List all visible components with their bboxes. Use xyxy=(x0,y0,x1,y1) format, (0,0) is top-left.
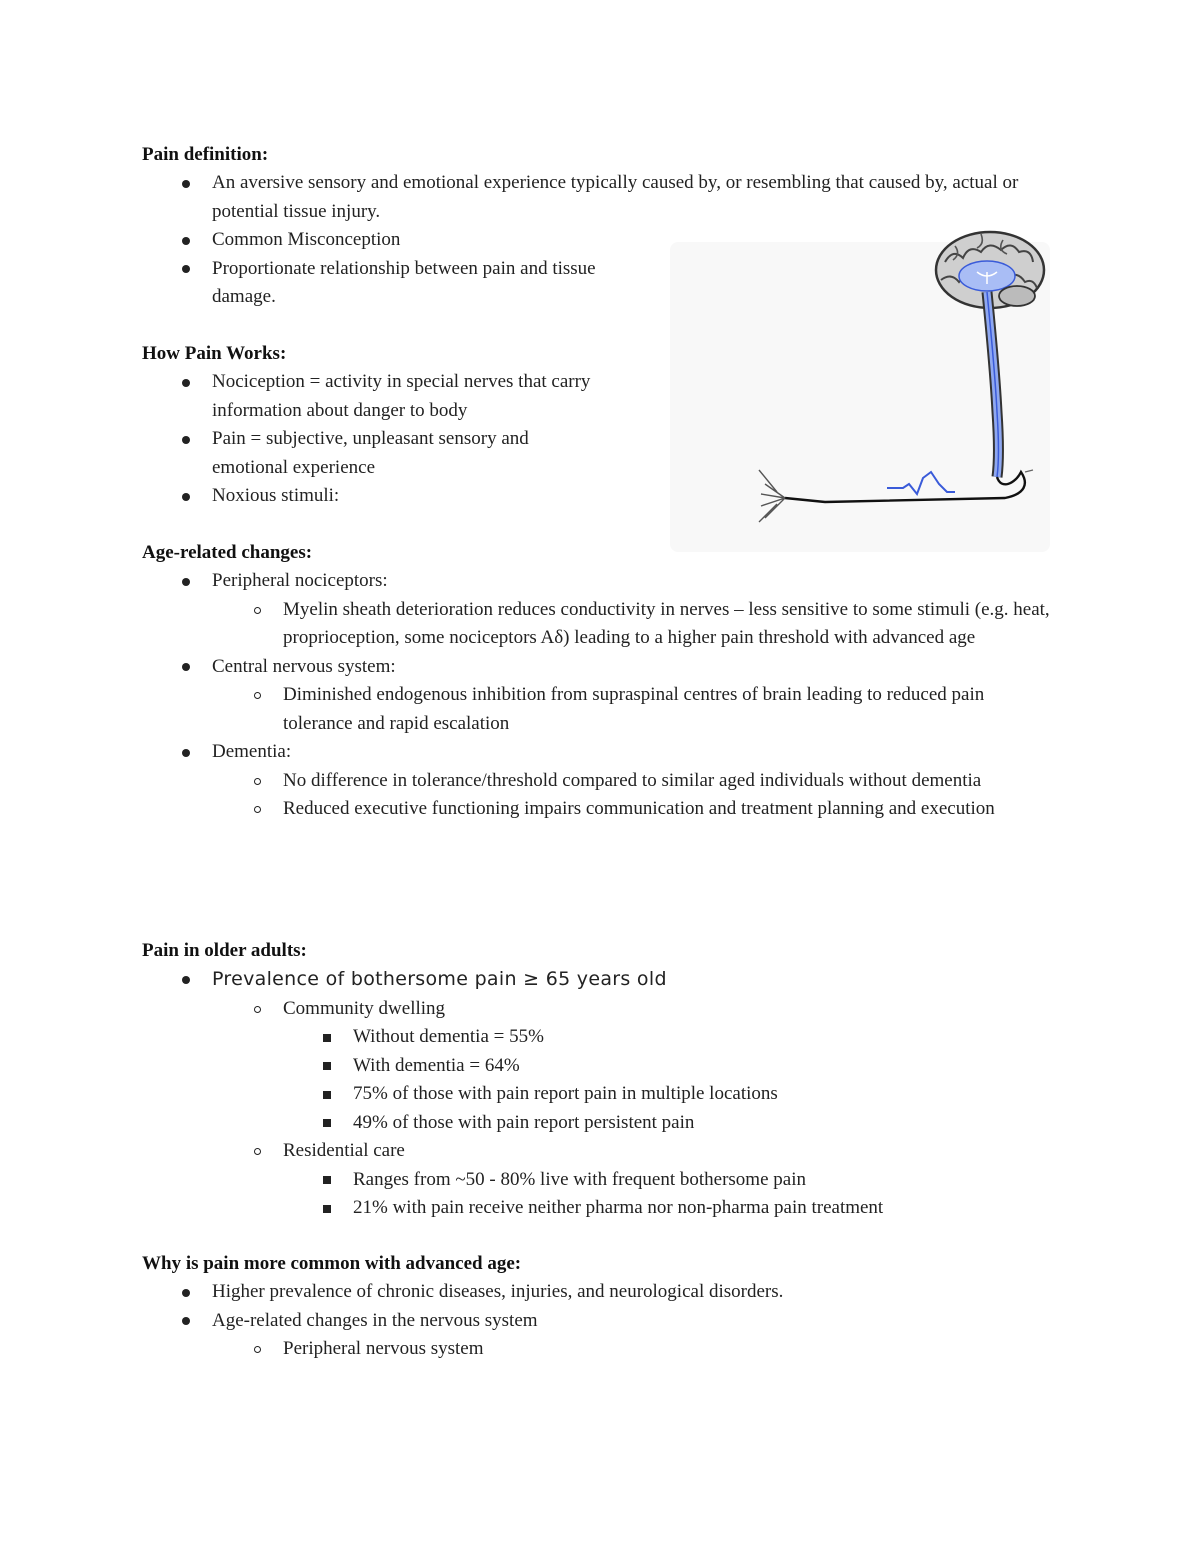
square-bullet-icon xyxy=(317,1109,337,1138)
heading-how-pain-works: How Pain Works: xyxy=(142,343,287,364)
list-item: Ranges from ~50 - 80% live with frequent bothersome pain xyxy=(353,1166,1072,1195)
list-item: 21% with pain receive neither pharma nor non-pharma pain treatment xyxy=(353,1194,1072,1223)
list-item: Proportionate relationship between pain and tissue damage. xyxy=(212,255,612,312)
square-bullet-icon xyxy=(317,1194,337,1223)
section-why-pain-common xyxy=(142,1250,1072,1364)
list-item: Common Misconception xyxy=(212,226,1072,255)
square-bullet-icon xyxy=(317,1166,337,1195)
list-item: Age-related changes in the nervous system xyxy=(212,1307,1072,1336)
bullet-icon xyxy=(176,1278,196,1307)
list-item: Community dwelling xyxy=(283,995,1072,1024)
heading-pain-definition: Pain definition: xyxy=(142,144,269,165)
list-item: An aversive sensory and emotional experience typically caused by, or resembling that caused by, actual or potential tissue injury. xyxy=(212,169,1062,226)
list-item: No difference in tolerance/threshold compared to similar aged individuals without dementia xyxy=(283,767,1023,796)
circle-bullet-icon xyxy=(247,596,267,625)
bullet-icon xyxy=(176,169,196,198)
list-item: Peripheral nervous system xyxy=(283,1335,1072,1364)
bullet-icon xyxy=(176,255,196,284)
heading-age-related-changes: Age-related changes: xyxy=(142,542,313,563)
brain-spinal-cord-illustration xyxy=(665,222,1060,562)
list-item: Peripheral nociceptors: xyxy=(212,567,1072,596)
bullet-icon xyxy=(176,425,196,454)
list-item: Reduced executive functioning impairs communication and treatment planning and execution xyxy=(283,795,1023,824)
circle-bullet-icon xyxy=(247,767,267,796)
circle-bullet-icon xyxy=(247,795,267,824)
list-item: Central nervous system: xyxy=(212,653,1072,682)
bullet-icon xyxy=(176,653,196,682)
bullet-icon xyxy=(176,738,196,767)
bullet-icon xyxy=(176,965,196,994)
list-item: Diminished endogenous inhibition from supraspinal centres of brain leading to reduced pain tolerance and rapid escalation xyxy=(283,681,1053,738)
bullet-icon xyxy=(176,1307,196,1336)
circle-bullet-icon xyxy=(247,1137,267,1166)
heading-pain-older-adults: Pain in older adults: xyxy=(142,940,307,961)
bullet-icon xyxy=(176,368,196,397)
list-item: With dementia = 64% xyxy=(353,1052,1072,1081)
section-age-related-changes xyxy=(142,539,1072,824)
bullet-icon xyxy=(176,482,196,511)
circle-bullet-icon xyxy=(247,995,267,1024)
bullet-icon xyxy=(176,226,196,255)
list-item: 49% of those with pain report persistent pain xyxy=(353,1109,1072,1138)
list-item: Pain = subjective, unpleasant sensory and emotional experience xyxy=(212,425,592,482)
list-item: Myelin sheath deterioration reduces conductivity in nerves – less sensitive to some stimuli (e.g. heat, proprioception, some nociceptors Aδ) leading to a higher pain threshold with advanced age xyxy=(283,596,1068,653)
list-item: Dementia: xyxy=(212,738,1072,767)
list-item: Prevalence of bothersome pain ≥ 65 years old xyxy=(212,965,1072,995)
list-item: Noxious stimuli: xyxy=(212,482,1072,511)
heading-why-pain-common: Why is pain more common with advanced age: xyxy=(142,1253,522,1274)
list-item: Without dementia = 55% xyxy=(353,1023,1072,1052)
circle-bullet-icon xyxy=(247,1335,267,1364)
list-item: Residential care xyxy=(283,1137,1072,1166)
section-pain-older-adults xyxy=(142,937,1072,1223)
list-item: Higher prevalence of chronic diseases, injuries, and neurological disorders. xyxy=(212,1278,1072,1307)
square-bullet-icon xyxy=(317,1080,337,1109)
list-item: 75% of those with pain report pain in multiple locations xyxy=(353,1080,1072,1109)
circle-bullet-icon xyxy=(247,681,267,710)
square-bullet-icon xyxy=(317,1023,337,1052)
square-bullet-icon xyxy=(317,1052,337,1081)
bullet-icon xyxy=(176,567,196,596)
list-item: Nociception = activity in special nerves that carry information about danger to body xyxy=(212,368,652,425)
